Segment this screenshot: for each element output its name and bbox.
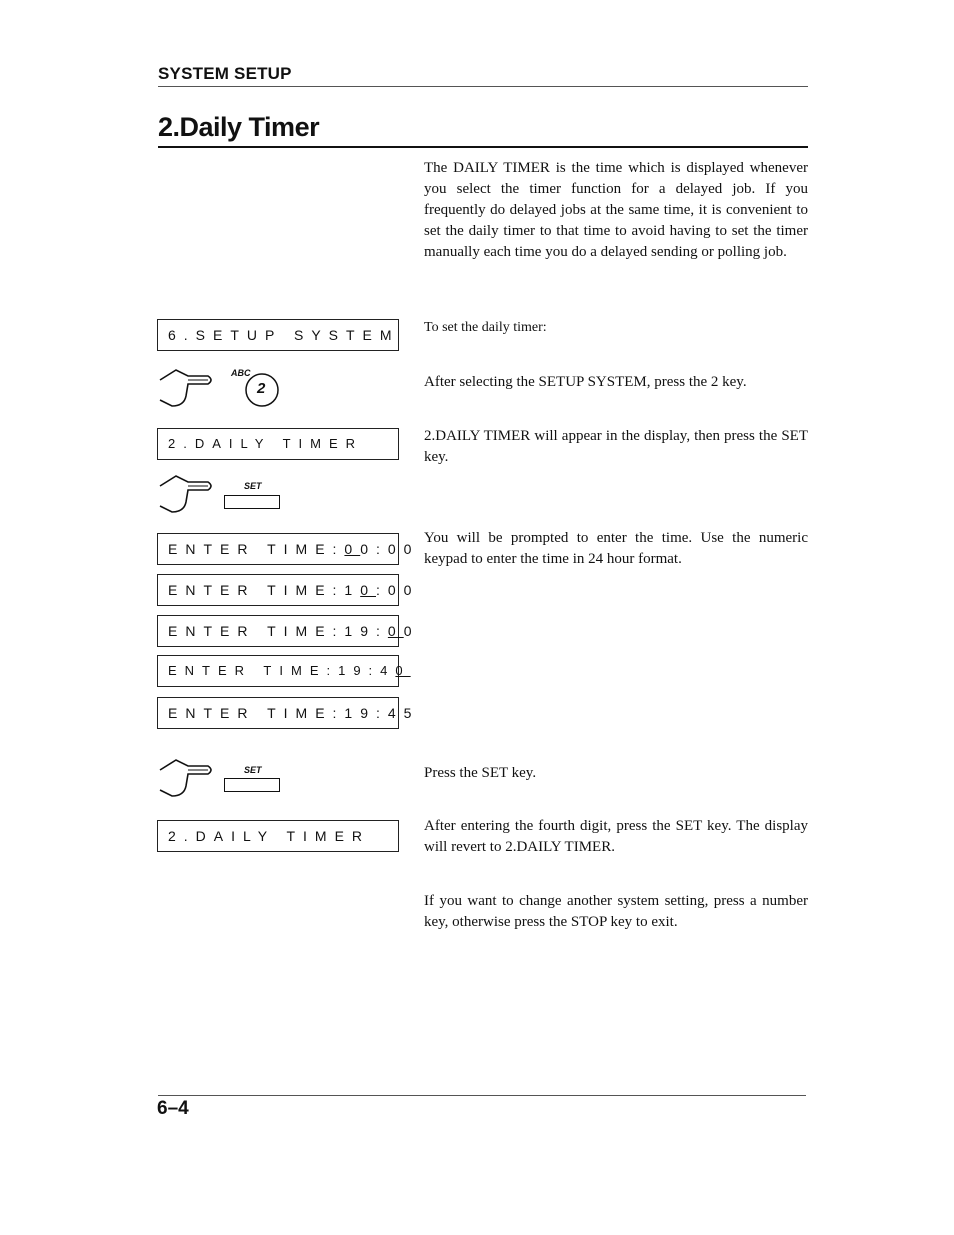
- step-1-text: After selecting the SETUP SYSTEM, press the 2 key.: [424, 374, 747, 390]
- set-key-icon: [224, 778, 280, 792]
- lcd-daily-timer-1: 2.DAILY TIMER: [157, 428, 399, 460]
- set-label: SET: [244, 765, 262, 775]
- lcd-enter-time-3: ENTER TIME:19:00: [157, 615, 399, 647]
- step-4-text: Press the SET key.: [424, 765, 537, 781]
- step-6-text: If you want to change another system setting, press a number key, otherwise press the STOP key to exit.: [424, 893, 808, 930]
- lcd-enter-time-1: ENTER TIME:00:00: [157, 533, 399, 565]
- lcd-daily-timer-2: 2.DAILY TIMER: [157, 820, 399, 852]
- set-key-icon: [224, 495, 280, 509]
- step-5-text: After entering the fourth digit, press the SET key. The display will revert to 2.DAILY TIMER.: [424, 818, 808, 855]
- header-rule: [158, 86, 808, 87]
- set-label: SET: [244, 481, 262, 491]
- hand-pointer-icon: [158, 366, 224, 410]
- steps-heading: To set the daily timer:: [424, 320, 547, 335]
- lcd-enter-time-2: ENTER TIME:10:00: [157, 574, 399, 606]
- key-2-label: 2: [257, 380, 266, 397]
- step-2-text: 2.DAILY TIMER will appear in the display, then press the SET key.: [424, 428, 808, 465]
- intro-paragraph: The DAILY TIMER is the time which is displayed whenever you select the timer function for a delayed job. If you frequently do delayed jobs at the same time, it is convenient to set the daily timer to that time to avoid having to set the timer manually each time you do a delayed sending or polling job.: [424, 160, 808, 260]
- footer-rule: [158, 1095, 806, 1096]
- page-title: 2.Daily Timer: [158, 112, 320, 142]
- hand-pointer-icon: [158, 472, 224, 516]
- section-title: SYSTEM SETUP: [158, 64, 292, 83]
- hand-pointer-icon: [158, 756, 224, 800]
- lcd-setup-system: 6.SETUP SYSTEM: [157, 319, 399, 351]
- lcd-enter-time-4: ENTER TIME:19:40: [157, 655, 399, 687]
- page-number: 6–4: [157, 1098, 189, 1119]
- abc-label: ABC: [231, 368, 251, 378]
- title-rule: [158, 146, 808, 148]
- step-3-text: You will be prompted to enter the time. Use the numeric keypad to enter the time in 24 hour format.: [424, 530, 808, 567]
- lcd-enter-time-5: ENTER TIME:19:45: [157, 697, 399, 729]
